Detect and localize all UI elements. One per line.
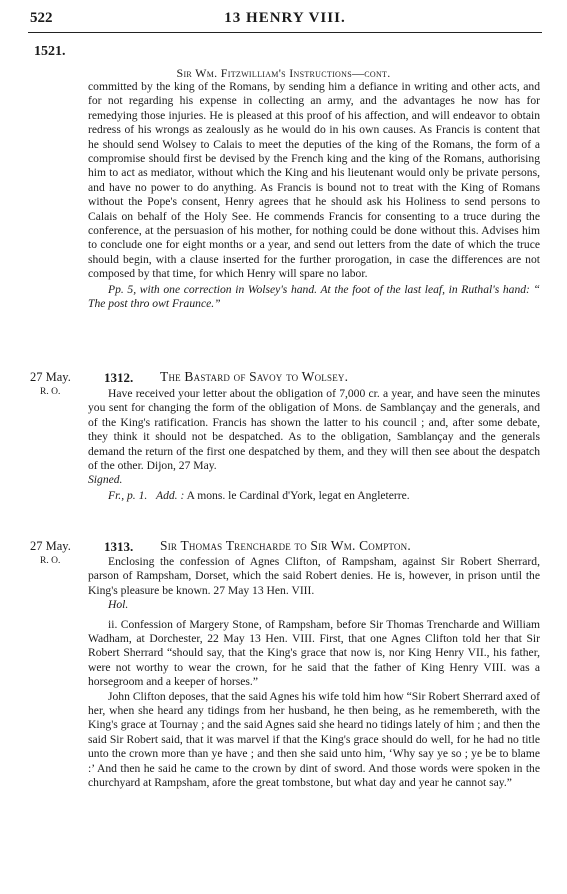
page-number: 522 xyxy=(30,10,53,26)
entry-paragraph: Have received your letter about the obligation of 7,000 cr. a year, and have seen the minutes you sent for changing the form of the obligation of Mons. de Samblançay and the generals, and of the King's ratification. Francis has shown the latter to his council ; and, after some debate, they think it should not be despatched. As to the obligation, Samblançay and the generals demand the return of the first one despatched by them, and they will then see about the despatch of the other. Dijon, 27 May. xyxy=(88,387,540,473)
entry-add-label: Add. : xyxy=(156,488,185,502)
running-title: 13 HENRY VIII. xyxy=(224,10,346,26)
entry-number: 1313. xyxy=(104,539,134,554)
page-header xyxy=(30,10,540,34)
header-rule xyxy=(28,32,542,33)
entry-address: A mons. le Cardinal d'York, legat en Angleterre. xyxy=(186,488,410,502)
entry-paragraph: Enclosing the confession of Agnes Clifton, of Rampsham, against Sir Robert Sherrard, parson of Rampsham, Dorset, which the said Robert denies. He is, however, in prison until the King's pleasure be known. 27 May 13 Hen. VIII. xyxy=(88,555,540,597)
entry-body xyxy=(88,555,540,791)
entry-source: R. O. xyxy=(40,556,61,566)
entry-ref: Fr., p. 1. xyxy=(108,488,148,502)
entry-source: R. O. xyxy=(40,387,61,397)
continuation-body xyxy=(88,80,540,312)
entry-paragraph-ii: ii. Confession of Margery Stone, of Rampsham, before Sir Thomas Trencharde and William Wadham, at Dorchester, 22 May 13 Hen. VIII. First, that one Agnes Clifton told her that Sir Robert Sherrard “should say, that the King's grace that now is, nor King Henry VII., his father, were not worthy to wear the crown, for he said that the father of King Henry VIII. was a horsegroom and a keeper of horses.” xyxy=(88,617,540,689)
continuation-paragraph: committed by the king of the Romans, by sending him a defiance in writing and other acts, and for not regarding his expense in collecting an army, and the advantages he now has for remedying those injuries. He is pleased at this proof of his affection, and will endeavor to obtain redress of his wrongs as zealously as he would do in his own causes. As Francis is content that he should send Wolsey to Calais to meet the deputies of the king of the Romans, the form of a compromise should first be devised by the French king and the king of the Romans, authorising him to act as mediator, without which the King and his lieutenant would only be private persons, and have no power to do anything. As Francis is bound not to treat with the King of Romans without the Pope's consent, Henry agrees that he should ask his Holiness to send persons to Calais on behalf of the Holy See. He commends Francis for consenting to a truce during the conference, at the persuasion of his mother, for nothing could be done without this. Advises him to conclude one for eight months or a year, and send out letters from the date of which the truce should begin, with a clause inserted for the further prorogation, in case the differences are not composed by that time, for which Henry will spare no labor. xyxy=(88,80,540,281)
entry-date: 27 May. xyxy=(30,539,71,553)
entry-title: Sir Thomas Trencharde to Sir Wm. Compton. xyxy=(160,538,411,553)
continuation-title: Sir Wm. Fitzwilliam's Instructions—cont. xyxy=(176,66,391,80)
entry-date: 27 May. xyxy=(30,370,71,384)
entry-signed: Signed. xyxy=(88,473,123,487)
entry-address-line xyxy=(88,489,540,503)
entry-paragraph-deposition: John Clifton deposes, that the said Agnes his wife told him how “Sir Robert Sherrard axed of her, when she heard any tidings from her husband, he then being, as he remembereth, with the King's grace at Tournay ; and the said Agnes said she heard no tidings lately of him ; and then the said Sir Robert said, that it was marvel if that the King's grace should do well, for he had no title unto the crown more than ye have ; and then she said unto him, ‘Why say ye so ; ye be to blame :’ And then he said he came to the crown by dint of sword. And those words were spoken in the churchyard at Rampsham, afore the great tombstone, but what day and year he cannot say.” xyxy=(88,689,540,790)
year-marker: 1521. xyxy=(34,44,66,59)
continuation-note: Pp. 5, with one correction in Wolsey's hand. At the foot of the last leaf, in Ruthal's hand: “ The post thro owt Fraunce.” xyxy=(88,282,540,311)
entry-title: The Bastard of Savoy to Wolsey. xyxy=(160,369,349,384)
entry-body xyxy=(88,387,540,503)
entry-hol: Hol. xyxy=(108,598,129,612)
entry-number: 1312. xyxy=(104,370,134,385)
